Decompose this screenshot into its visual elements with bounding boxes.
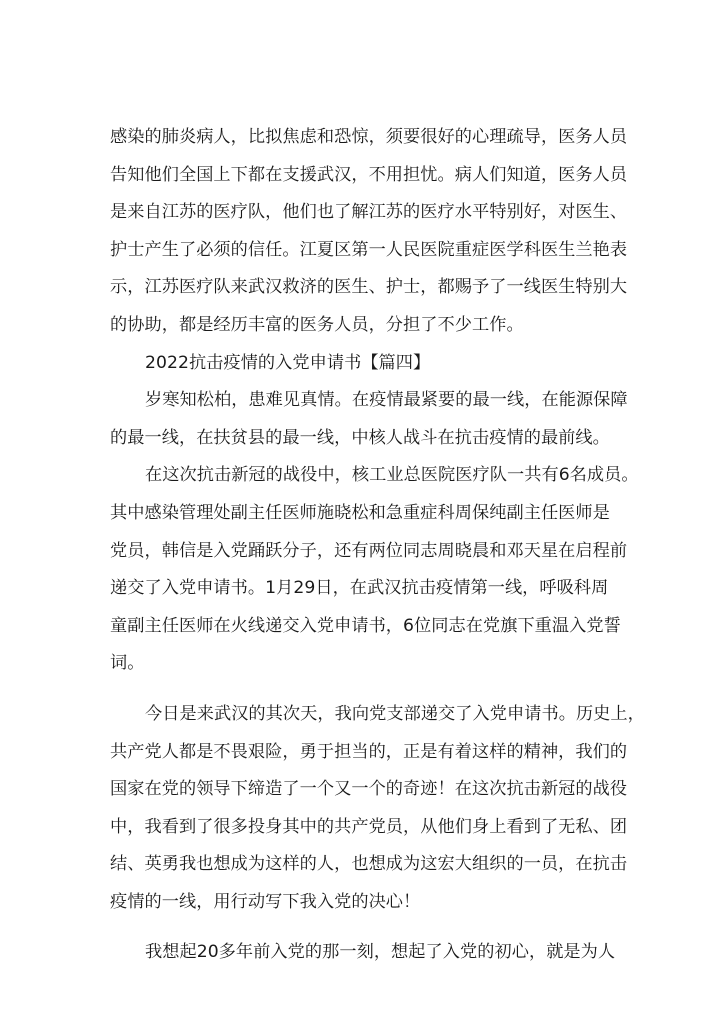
text-line: 感染的肺炎病人，比拟焦虑和恐惊，须要很好的心理疏导，医务人员	[110, 127, 628, 147]
text-line: 递交了入党申请书。1月29日，在武汉抗击疫情第一线，呼吸科周	[110, 578, 609, 599]
text-line: 示，江苏医疗队来武汉救济的医生、护士，都赐予了一线医生特别大	[110, 277, 628, 298]
text-line: 是来自江苏的医疗队，他们也了解江苏的医疗水平特别好，对医生、	[110, 202, 628, 223]
paragraph-1	[110, 382, 628, 457]
text-line: 护士产生了必须的信任。江夏区第一人民医院重症医学科医生兰艳表	[110, 239, 628, 260]
text-line: 其中感染管理处副主任医师施晓松和急重症科周保纯副主任医师是	[110, 502, 610, 523]
text-line: 我想起20多年前入党的那一刻，想起了入党的初心，就是为人	[145, 942, 616, 963]
paragraph-3	[110, 696, 645, 922]
text-line: 结、英勇我也想成为这样的人，也想成为这宏大组织的一员，在抗击	[110, 854, 628, 875]
text-line: 的最一线，在扶贫县的最一线，中核人战斗在抗击疫情的最前线。	[110, 427, 610, 448]
text-line: 词。	[110, 653, 145, 674]
section-heading: 2022抗击疫情的入党申请书【篇四】	[145, 352, 431, 373]
document-body	[110, 119, 645, 972]
text-line: 在这次抗击新冠的战役中，核工业总医院医疗队一共有6名成员。	[145, 465, 639, 486]
paragraph-4	[110, 934, 616, 972]
text-line: 告知他们全国上下都在支援武汉，不用担忧。病人们知道，医务人员	[110, 164, 628, 185]
text-line: 的协助，都是经历丰富的医务人员，分担了不少工作。	[110, 314, 524, 335]
text-line: 国家在党的领导下缔造了一个又一个的奇迹！在这次抗击新冠的战役	[110, 779, 628, 800]
text-line: 共产党人都是不畏艰险，勇于担当的，正是有着这样的精神，我们的	[110, 741, 628, 762]
text-line: 今日是来武汉的其次天，我向党支部递交了入党申请书。历史上，	[145, 703, 645, 724]
paragraph-continued	[110, 119, 628, 345]
text-line: 中，我看到了很多投身其中的共产党员，从他们身上看到了无私、团	[110, 816, 628, 837]
paragraph-2	[110, 457, 639, 683]
text-line: 疫情的一线，用行动写下我入党的决心！	[110, 891, 421, 912]
text-line: 党员，韩信是入党踊跃分子，还有两位同志周晓晨和邓天星在启程前	[110, 540, 628, 561]
text-line: 岁寒知松柏，患难见真情。在疫情最紧要的最一线，在能源保障	[145, 390, 628, 411]
paragraph-gap	[110, 683, 610, 696]
paragraph-gap	[110, 921, 610, 934]
text-line: 童副主任医师在火线递交入党申请书，6位同志在党旗下重温入党誓	[110, 615, 621, 636]
